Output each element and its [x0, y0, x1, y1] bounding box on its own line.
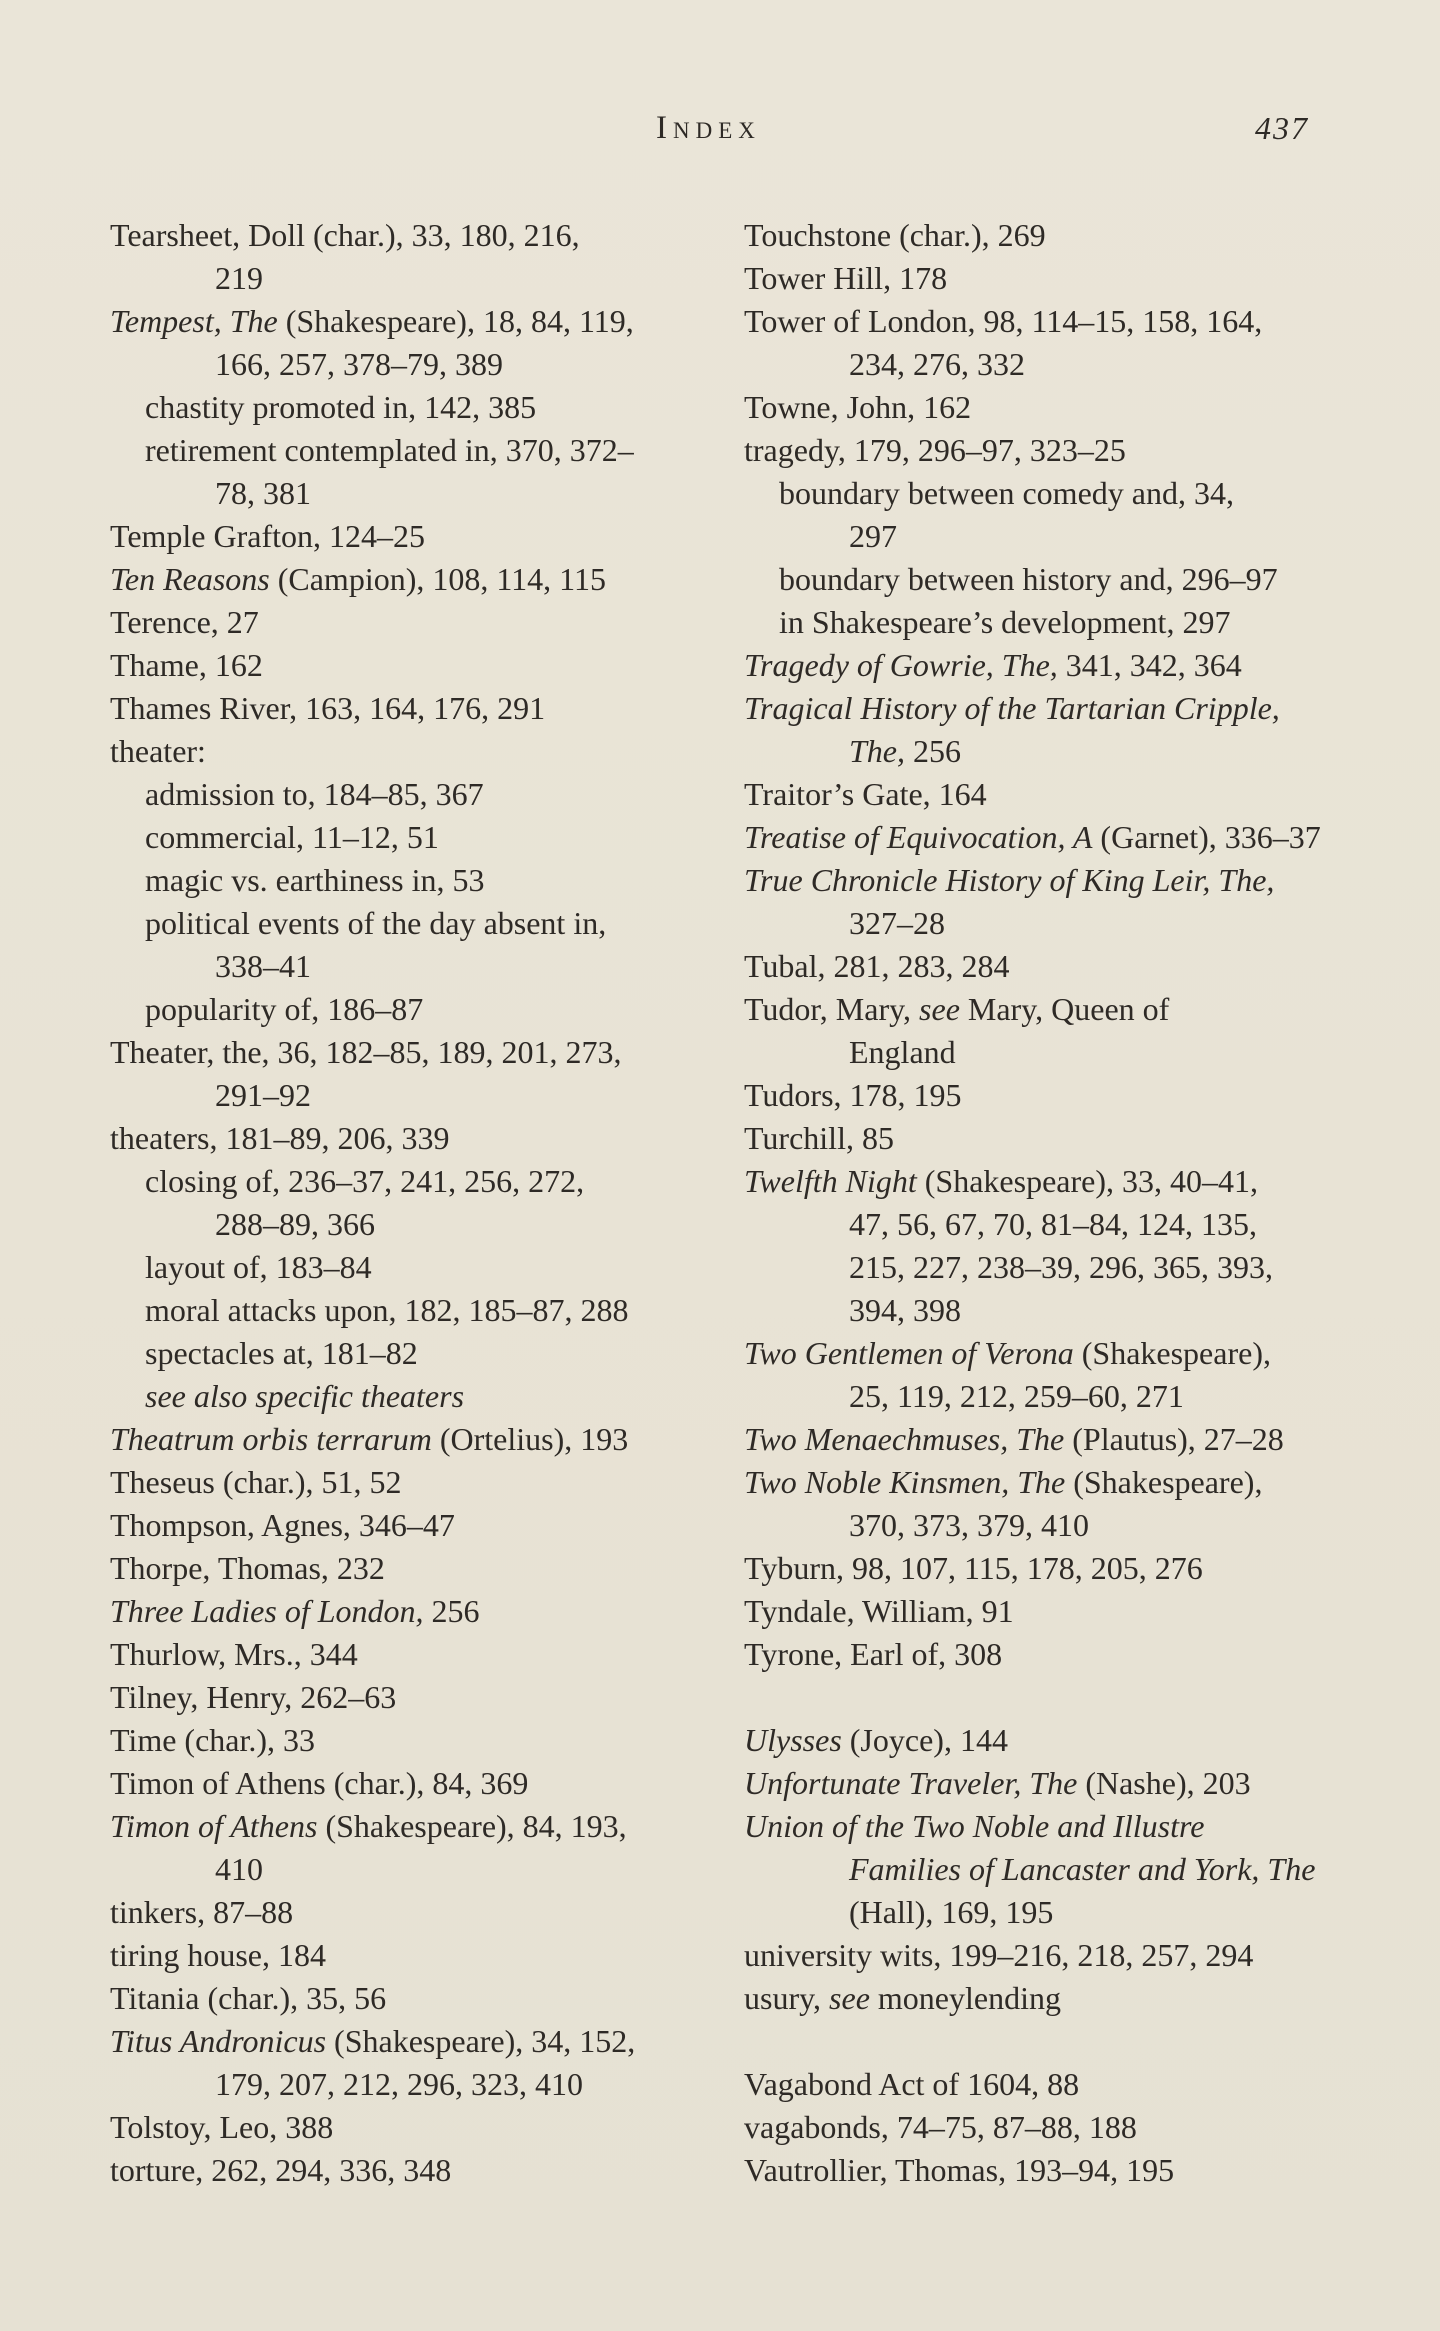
index-entry-continuation	[744, 1203, 1344, 1246]
index-subentry	[110, 1289, 710, 1332]
index-italic-text: Twelfth Night	[744, 1163, 917, 1199]
index-text: Tower of London, 98, 114–15, 158, 164,	[744, 303, 1263, 339]
index-entry-continuation	[744, 730, 1344, 773]
index-italic-text: Two Noble Kinsmen, The	[744, 1464, 1066, 1500]
index-italic-text: Timon of Athens	[110, 1808, 318, 1844]
index-entry-continuation	[110, 1203, 710, 1246]
index-entry-continuation	[110, 1074, 710, 1117]
index-subentry	[110, 1160, 710, 1203]
index-text: torture, 262, 294, 336, 348	[110, 2152, 452, 2188]
index-entry-continuation	[744, 1246, 1344, 1289]
index-text: Tyndale, William, 91	[744, 1593, 1014, 1629]
index-italic-text: see	[919, 991, 960, 1027]
index-entry-continuation	[744, 1504, 1344, 1547]
index-subentry	[110, 902, 710, 945]
index-text: 410	[215, 1851, 263, 1887]
index-text: 215, 227, 238–39, 296, 365, 393,	[849, 1249, 1273, 1285]
index-subentry	[110, 386, 710, 429]
index-entry	[744, 1547, 1344, 1590]
index-entry-continuation	[744, 515, 1344, 558]
index-subentry	[744, 472, 1344, 515]
index-text: 394, 398	[849, 1292, 961, 1328]
index-section-gap	[744, 2020, 1344, 2063]
index-entry	[110, 1418, 710, 1461]
running-head-title: Index	[656, 110, 761, 146]
index-entry	[744, 1805, 1344, 1848]
index-entry-continuation	[110, 2063, 710, 2106]
index-column-right	[744, 214, 1344, 2192]
index-entry	[110, 1031, 710, 1074]
index-entry	[744, 386, 1344, 429]
index-entry	[110, 1719, 710, 1762]
index-text: Terence, 27	[110, 604, 259, 640]
index-entry	[744, 1332, 1344, 1375]
index-entry	[744, 1633, 1344, 1676]
index-entry	[110, 1977, 710, 2020]
index-entry	[744, 1977, 1344, 2020]
index-italic-text: Families of Lancaster and York, The	[849, 1851, 1316, 1887]
index-entry	[744, 1934, 1344, 1977]
index-italic-text: Theatrum orbis terrarum	[110, 1421, 432, 1457]
index-entry	[110, 1590, 710, 1633]
index-entry	[110, 1461, 710, 1504]
index-text: 370, 373, 379, 410	[849, 1507, 1089, 1543]
index-text: Tearsheet, Doll (char.), 33, 180, 216,	[110, 217, 580, 253]
index-entry	[744, 1590, 1344, 1633]
index-text: 338–41	[215, 948, 311, 984]
index-entry	[744, 2063, 1344, 2106]
index-italic-text: Tempest, The	[110, 303, 278, 339]
index-entry	[744, 644, 1344, 687]
index-entry	[110, 1762, 710, 1805]
index-italic-text: see	[829, 1980, 870, 2016]
index-text: 179, 207, 212, 296, 323, 410	[215, 2066, 583, 2102]
index-entry	[110, 687, 710, 730]
index-entry	[110, 214, 710, 257]
index-text: Tower Hill, 178	[744, 260, 948, 296]
index-text: (Shakespeare), 18, 84, 119,	[277, 303, 634, 339]
index-entry	[110, 730, 710, 773]
index-entry	[744, 2106, 1344, 2149]
index-text: Mary, Queen of	[959, 991, 1170, 1027]
index-text: (Plautus), 27–28	[1064, 1421, 1284, 1457]
index-text: Towne, John, 162	[744, 389, 972, 425]
index-text: (Shakespeare), 84, 193,	[317, 1808, 627, 1844]
index-text: Thorpe, Thomas, 232	[110, 1550, 385, 1586]
index-subentry	[110, 816, 710, 859]
index-italic-text: Tragedy of Gowrie, The,	[744, 647, 1058, 683]
index-entry	[744, 1074, 1344, 1117]
index-subentry	[110, 773, 710, 816]
index-entry-continuation	[110, 1848, 710, 1891]
index-text: 297	[849, 518, 897, 554]
index-italic-text: The,	[849, 733, 905, 769]
index-entry	[744, 429, 1344, 472]
index-subentry	[110, 1332, 710, 1375]
index-entry-continuation	[744, 1375, 1344, 1418]
index-entry	[110, 1805, 710, 1848]
index-entry	[110, 1547, 710, 1590]
index-entry	[744, 859, 1344, 902]
index-text: retirement contemplated in, 370, 372–	[145, 432, 634, 468]
index-entry-continuation	[110, 343, 710, 386]
index-text: 47, 56, 67, 70, 81–84, 124, 135,	[849, 1206, 1257, 1242]
index-text: (Joyce), 144	[841, 1722, 1008, 1758]
index-entry	[744, 945, 1344, 988]
index-text: 78, 381	[215, 475, 311, 511]
index-entry-continuation	[744, 343, 1344, 386]
index-italic-text: Titus Andronicus	[110, 2023, 327, 2059]
index-entry	[744, 1762, 1344, 1805]
index-text: Thompson, Agnes, 346–47	[110, 1507, 455, 1543]
index-entry	[744, 1160, 1344, 1203]
index-text: (Ortelius), 193	[431, 1421, 629, 1457]
index-entry	[110, 300, 710, 343]
index-text: England	[849, 1034, 956, 1070]
page-number: 437	[1255, 110, 1309, 146]
index-text: Titania (char.), 35, 56	[110, 1980, 387, 2016]
index-text: boundary between history and, 296–97	[779, 561, 1278, 597]
index-text: theaters, 181–89, 206, 339	[110, 1120, 450, 1156]
index-text: university wits, 199–216, 218, 257, 294	[744, 1937, 1254, 1973]
index-italic-text: True Chronicle History of King Leir, The,	[744, 862, 1275, 898]
index-text: Theater, the, 36, 182–85, 189, 201, 273,	[110, 1034, 622, 1070]
index-entry	[110, 2149, 710, 2192]
index-entry	[110, 1504, 710, 1547]
index-text: (Nashe), 203	[1077, 1765, 1251, 1801]
index-italic-text: Two Gentlemen of Verona	[744, 1335, 1074, 1371]
index-text: (Shakespeare), 34, 152,	[326, 2023, 636, 2059]
index-subentry	[744, 601, 1344, 644]
index-entry	[744, 2149, 1344, 2192]
index-text: Thurlow, Mrs., 344	[110, 1636, 358, 1672]
index-entry	[744, 1461, 1344, 1504]
index-entry	[110, 644, 710, 687]
index-text: chastity promoted in, 142, 385	[145, 389, 537, 425]
index-text: tiring house, 184	[110, 1937, 326, 1973]
index-text: admission to, 184–85, 367	[145, 776, 484, 812]
index-text: boundary between comedy and, 34,	[779, 475, 1234, 511]
index-subentry	[744, 558, 1344, 601]
index-italic-text: Two Menaechmuses, The	[744, 1421, 1065, 1457]
index-entry	[744, 300, 1344, 343]
index-text: 166, 257, 378–79, 389	[215, 346, 503, 382]
index-entry-continuation	[110, 257, 710, 300]
index-text: tragedy, 179, 296–97, 323–25	[744, 432, 1126, 468]
index-text: (Hall), 169, 195	[849, 1894, 1054, 1930]
index-text: 256	[423, 1593, 480, 1629]
index-text: 25, 119, 212, 259–60, 271	[849, 1378, 1184, 1414]
index-entry	[744, 988, 1344, 1031]
index-entry	[744, 1719, 1344, 1762]
index-text: Tolstoy, Leo, 388	[110, 2109, 334, 2145]
index-subentry	[110, 1375, 710, 1418]
index-entry-continuation	[744, 902, 1344, 945]
index-italic-text: Treatise of Equivocation, A	[744, 819, 1093, 855]
index-entry	[744, 1418, 1344, 1461]
index-text: Tyrone, Earl of, 308	[744, 1636, 1003, 1672]
index-subentry	[110, 1246, 710, 1289]
index-entry	[744, 687, 1344, 730]
index-text: Theseus (char.), 51, 52	[110, 1464, 402, 1500]
index-text: 234, 276, 332	[849, 346, 1025, 382]
running-header	[0, 110, 1440, 150]
index-text: (Campion), 108, 114, 115	[269, 561, 606, 597]
index-text: Tilney, Henry, 262–63	[110, 1679, 397, 1715]
index-italic-text: Tragical History of the Tartarian Cripple,	[744, 690, 1280, 726]
index-entry-continuation	[110, 472, 710, 515]
index-entry-continuation	[744, 1848, 1344, 1891]
index-text: layout of, 183–84	[145, 1249, 372, 1285]
index-text: Thame, 162	[110, 647, 263, 683]
index-entry	[110, 1117, 710, 1160]
index-text: (Shakespeare),	[1065, 1464, 1263, 1500]
index-column-left	[110, 214, 710, 2192]
index-text: Tudors, 178, 195	[744, 1077, 962, 1113]
index-text: in Shakespeare’s development, 297	[779, 604, 1231, 640]
index-text: Timon of Athens (char.), 84, 369	[110, 1765, 529, 1801]
index-entry	[744, 257, 1344, 300]
index-italic-text: Ten Reasons	[110, 561, 270, 597]
index-entry	[744, 214, 1344, 257]
index-text: usury,	[744, 1980, 830, 2016]
index-text: moral attacks upon, 182, 185–87, 288	[145, 1292, 629, 1328]
index-entry	[110, 2106, 710, 2149]
index-text: 327–28	[849, 905, 945, 941]
index-text: closing of, 236–37, 241, 256, 272,	[145, 1163, 585, 1199]
index-text: (Shakespeare), 33, 40–41,	[916, 1163, 1258, 1199]
index-text: theater:	[110, 733, 206, 769]
index-entry	[110, 515, 710, 558]
index-text: moneylending	[869, 1980, 1061, 2016]
index-italic-text: Ulysses	[744, 1722, 842, 1758]
index-entry	[110, 1633, 710, 1676]
index-text: Thames River, 163, 164, 176, 291	[110, 690, 546, 726]
index-text: Traitor’s Gate, 164	[744, 776, 987, 812]
index-text: political events of the day absent in,	[145, 905, 607, 941]
index-entry	[110, 1891, 710, 1934]
index-entry-continuation	[110, 945, 710, 988]
index-text: spectacles at, 181–82	[145, 1335, 418, 1371]
index-text: Vautrollier, Thomas, 193–94, 195	[744, 2152, 1175, 2188]
index-text: 291–92	[215, 1077, 311, 1113]
index-subentry	[110, 859, 710, 902]
index-section-gap	[744, 1676, 1344, 1719]
index-text: Turchill, 85	[744, 1120, 894, 1156]
index-italic-text: Union of the Two Noble and Illustre	[744, 1808, 1205, 1844]
index-text: Time (char.), 33	[110, 1722, 316, 1758]
index-entry-continuation	[744, 1031, 1344, 1074]
index-text: tinkers, 87–88	[110, 1894, 294, 1930]
index-entry-continuation	[744, 1289, 1344, 1332]
index-text: 288–89, 366	[215, 1206, 375, 1242]
index-subentry	[110, 988, 710, 1031]
index-text: Vagabond Act of 1604, 88	[744, 2066, 1080, 2102]
index-text: 256	[905, 733, 961, 769]
index-entry	[110, 558, 710, 601]
index-entry	[744, 816, 1344, 859]
index-entry	[744, 1117, 1344, 1160]
index-subentry	[110, 429, 710, 472]
index-text: vagabonds, 74–75, 87–88, 188	[744, 2109, 1137, 2145]
index-text: Touchstone (char.), 269	[744, 217, 1046, 253]
index-entry	[744, 773, 1344, 816]
index-entry	[110, 601, 710, 644]
index-text: Temple Grafton, 124–25	[110, 518, 426, 554]
index-text: Tubal, 281, 283, 284	[744, 948, 1010, 984]
index-text: magic vs. earthiness in, 53	[145, 862, 485, 898]
index-entry-continuation	[744, 1891, 1344, 1934]
index-text: (Garnet), 336–37	[1092, 819, 1321, 855]
index-text: 341, 342, 364	[1057, 647, 1242, 683]
index-entry	[110, 1676, 710, 1719]
index-italic-text: Unfortunate Traveler, The	[744, 1765, 1078, 1801]
index-text: 219	[215, 260, 263, 296]
index-italic-text: Three Ladies of London,	[110, 1593, 424, 1629]
index-text: popularity of, 186–87	[145, 991, 424, 1027]
index-text: (Shakespeare),	[1073, 1335, 1271, 1371]
index-text: Tyburn, 98, 107, 115, 178, 205, 276	[744, 1550, 1203, 1586]
index-text: Tudor, Mary,	[744, 991, 920, 1027]
index-entry	[110, 2020, 710, 2063]
index-italic-text: see also specific theaters	[145, 1378, 465, 1414]
index-text: commercial, 11–12, 51	[145, 819, 439, 855]
index-entry	[110, 1934, 710, 1977]
